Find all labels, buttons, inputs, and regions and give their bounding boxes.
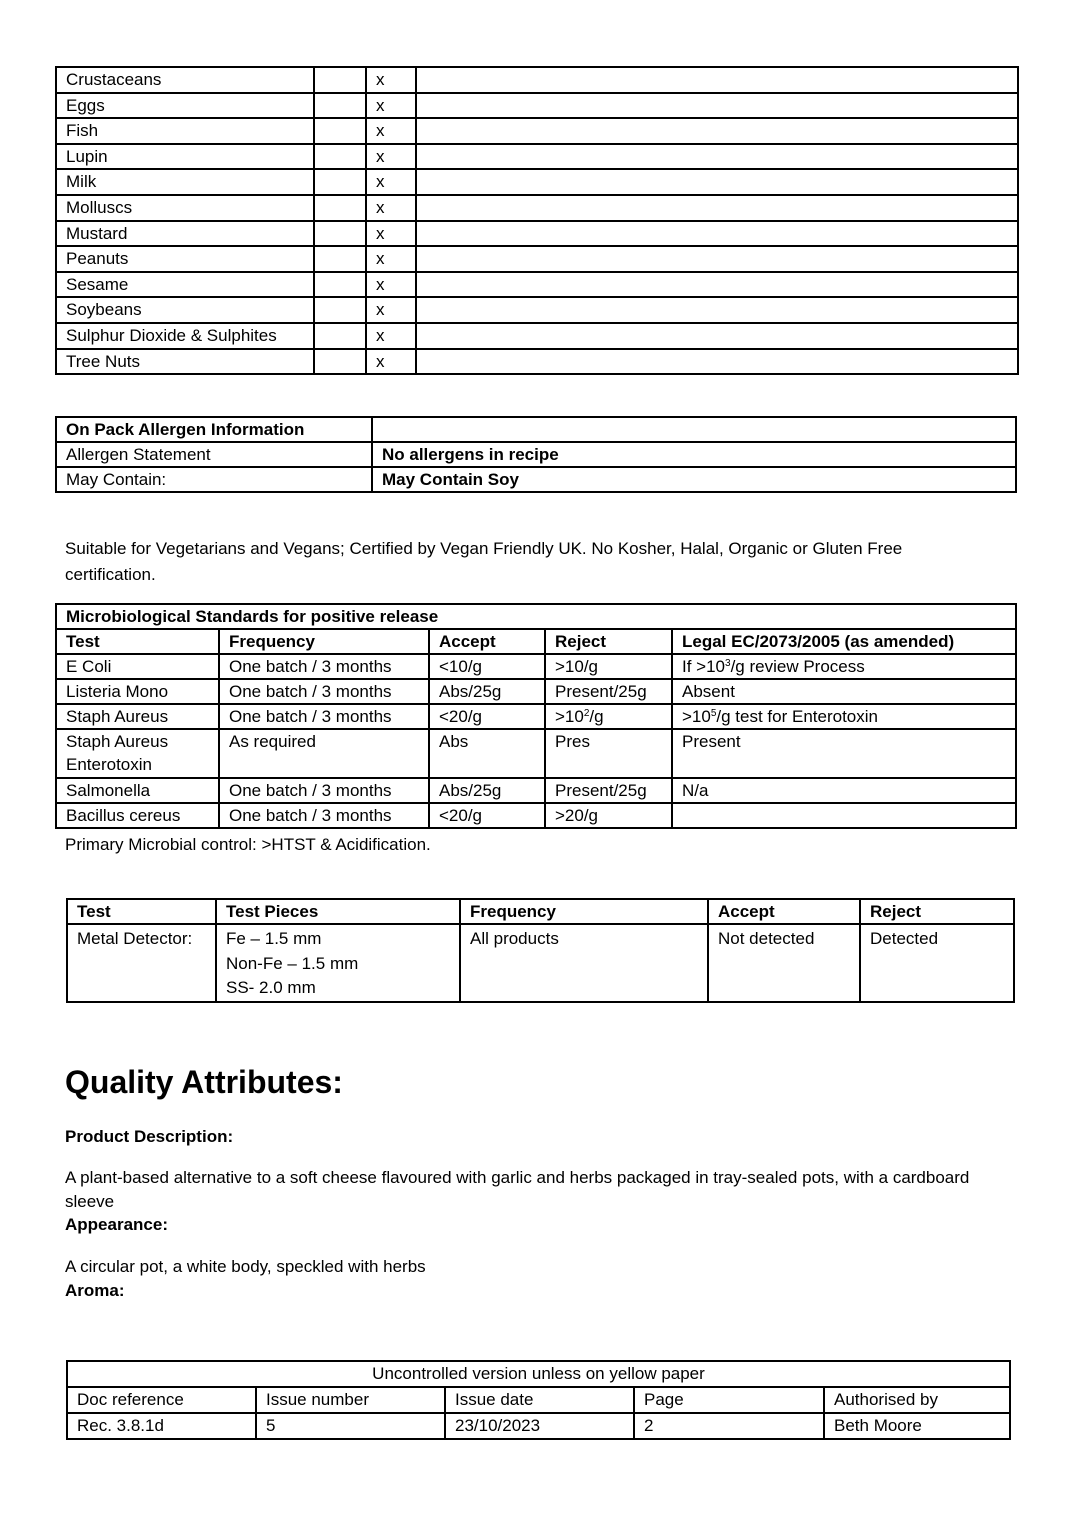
micro-reject-text: >10: [555, 707, 584, 726]
aroma-label: Aroma:: [65, 1281, 125, 1300]
allergen-row: [56, 144, 1018, 170]
micro-reject: >10/g: [545, 654, 672, 679]
metal-test: Metal Detector:: [67, 924, 216, 1002]
metal-frequency: All products: [460, 924, 708, 1002]
on-pack-row: [56, 442, 1016, 467]
allergen-name: Crustaceans: [56, 67, 314, 93]
allergen-col2: [314, 93, 366, 119]
on-pack-row: [56, 467, 1016, 492]
allergen-name: Sulphur Dioxide & Sulphites: [56, 323, 314, 349]
micro-accept: <20/g: [429, 704, 545, 729]
micro-accept: <20/g: [429, 803, 545, 828]
metal-header-pieces: Test Pieces: [216, 899, 460, 924]
allergen-row: [56, 221, 1018, 247]
allergen-col4: [416, 323, 1018, 349]
appearance-label: Appearance:: [65, 1215, 168, 1234]
allergen-row: [56, 93, 1018, 119]
metal-piece: SS- 2.0 mm: [226, 978, 316, 997]
allergen-row: [56, 67, 1018, 93]
footer-value-row: [67, 1413, 1010, 1439]
allergen-col2: [314, 323, 366, 349]
allergen-col2: [314, 246, 366, 272]
micro-frequency: One batch / 3 months: [219, 679, 429, 704]
allergen-row: [56, 323, 1018, 349]
allergen-row: [56, 118, 1018, 144]
micro-row: [56, 679, 1016, 704]
footer-header-cell: Issue number: [256, 1387, 445, 1413]
allergen-table-body: [56, 67, 1018, 374]
product-description-label: Product Description:: [65, 1127, 234, 1146]
allergen-col2: [314, 272, 366, 298]
allergen-row: [56, 169, 1018, 195]
allergen-row: [56, 195, 1018, 221]
footer-header-cell: Page: [634, 1387, 824, 1413]
metal-reject: Detected: [860, 924, 1014, 1002]
micro-frequency: One batch / 3 months: [219, 778, 429, 803]
allergen-col3: x: [366, 323, 416, 349]
micro-header-test: Test: [56, 629, 219, 654]
allergen-name: Mustard: [56, 221, 314, 247]
micro-row: [56, 778, 1016, 803]
allergen-col4: [416, 93, 1018, 119]
metal-row: [67, 924, 1014, 1002]
micro-legal: [672, 803, 1016, 828]
micro-legal: [672, 704, 1016, 729]
allergen-col4: [416, 272, 1018, 298]
micro-reject: Pres: [545, 729, 672, 778]
allergen-col3: x: [366, 221, 416, 247]
on-pack-label: Allergen Statement: [56, 442, 372, 467]
micro-accept: Abs/25g: [429, 679, 545, 704]
footer-value-cell: 23/10/2023: [445, 1413, 634, 1439]
micro-header-frequency: Frequency: [219, 629, 429, 654]
allergen-col3: x: [366, 195, 416, 221]
allergen-col3: x: [366, 297, 416, 323]
on-pack-value: May Contain Soy: [372, 467, 1016, 492]
micro-legal: Absent: [672, 679, 1016, 704]
micro-header-accept: Accept: [429, 629, 545, 654]
micro-test: Staph Aureus: [56, 704, 219, 729]
allergen-name: Fish: [56, 118, 314, 144]
allergen-col3: x: [366, 349, 416, 375]
document-control-footer: [66, 1360, 1011, 1440]
micro-frequency: As required: [219, 729, 429, 778]
allergen-name: Sesame: [56, 272, 314, 298]
micro-header-legal: Legal EC/2073/2005 (as amended): [672, 629, 1016, 654]
allergen-col3: x: [366, 272, 416, 298]
micro-header-row: [56, 629, 1016, 654]
micro-frequency: One batch / 3 months: [219, 803, 429, 828]
micro-accept: Abs/25g: [429, 778, 545, 803]
micro-test-line: Staph Aureus: [66, 732, 169, 751]
micro-legal-superscript: 5: [710, 708, 717, 719]
allergen-table: [55, 66, 1019, 375]
quality-attributes-heading: Quality Attributes:: [65, 1064, 343, 1100]
micro-legal-text: If >10: [682, 657, 726, 676]
on-pack-allergen-table: [55, 416, 1017, 493]
allergen-col4: [416, 144, 1018, 170]
appearance-text: A circular pot, a white body, speckled with herbs: [65, 1257, 426, 1276]
allergen-col3: x: [366, 67, 416, 93]
footer-header-cell: Issue date: [445, 1387, 634, 1413]
allergen-name: Lupin: [56, 144, 314, 170]
allergen-name: Eggs: [56, 93, 314, 119]
allergen-col2: [314, 349, 366, 375]
micro-frequency: One batch / 3 months: [219, 704, 429, 729]
allergen-col3: x: [366, 246, 416, 272]
micro-reject: [545, 704, 672, 729]
footer-value-cell: Rec. 3.8.1d: [67, 1413, 256, 1439]
micro-row: [56, 654, 1016, 679]
allergen-col2: [314, 297, 366, 323]
micro-reject-superscript: 2: [583, 708, 590, 719]
micro-legal: N/a: [672, 778, 1016, 803]
allergen-row: [56, 297, 1018, 323]
allergen-row: [56, 246, 1018, 272]
allergen-col4: [416, 349, 1018, 375]
allergen-name: Tree Nuts: [56, 349, 314, 375]
micro-row: [56, 729, 1016, 778]
allergen-col4: [416, 297, 1018, 323]
on-pack-value: No allergens in recipe: [372, 442, 1016, 467]
allergen-col3: x: [366, 169, 416, 195]
metal-header-accept: Accept: [708, 899, 860, 924]
suitability-statement: Suitable for Vegetarians and Vegans; Certified by Vegan Friendly UK. No Kosher, Halal, Organic or Gluten Free certification.: [65, 539, 903, 584]
footer-banner: Uncontrolled version unless on yellow paper: [67, 1361, 1010, 1387]
footer-header-cell: Doc reference: [67, 1387, 256, 1413]
allergen-name: Molluscs: [56, 195, 314, 221]
footer-header-cell: Authorised by: [824, 1387, 1010, 1413]
allergen-col2: [314, 221, 366, 247]
on-pack-label: May Contain:: [56, 467, 372, 492]
micro-row: [56, 803, 1016, 828]
micro-reject: Present/25g: [545, 778, 672, 803]
micro-test: E Coli: [56, 654, 219, 679]
allergen-col4: [416, 118, 1018, 144]
micro-header-reject: Reject: [545, 629, 672, 654]
micro-test-line: Enterotoxin: [66, 755, 152, 774]
micro-accept: Abs: [429, 729, 545, 778]
micro-reject: >20/g: [545, 803, 672, 828]
micro-legal-text: /g test for Enterotoxin: [716, 707, 878, 726]
micro-test: Salmonella: [56, 778, 219, 803]
allergen-col4: [416, 169, 1018, 195]
footer-value-cell: 2: [634, 1413, 824, 1439]
on-pack-header-value: [372, 417, 1016, 442]
allergen-col2: [314, 118, 366, 144]
allergen-col4: [416, 246, 1018, 272]
metal-accept: Not detected: [708, 924, 860, 1002]
metal-header-row: [67, 899, 1014, 924]
metal-piece: Fe – 1.5 mm: [226, 929, 322, 948]
allergen-col3: x: [366, 118, 416, 144]
micro-title-row: [56, 604, 1016, 629]
micro-test: Listeria Mono: [56, 679, 219, 704]
micro-legal-superscript: 3: [725, 658, 731, 669]
allergen-col4: [416, 221, 1018, 247]
footer-value-cell: 5: [256, 1413, 445, 1439]
allergen-name: Soybeans: [56, 297, 314, 323]
on-pack-header: On Pack Allergen Information: [56, 417, 372, 442]
metal-header-frequency: Frequency: [460, 899, 708, 924]
micro-legal-text: >10: [682, 707, 711, 726]
footer-banner-row: [67, 1361, 1010, 1387]
metal-header-reject: Reject: [860, 899, 1014, 924]
product-description-text: A plant-based alternative to a soft cheese flavoured with garlic and herbs packaged in tray-sealed pots, with a cardboard sleeve: [65, 1168, 970, 1211]
micro-test: Bacillus cereus: [56, 803, 219, 828]
metal-header-test: Test: [67, 899, 216, 924]
allergen-col2: [314, 195, 366, 221]
metal-detection-table: [66, 898, 1015, 1003]
micro-title: Microbiological Standards for positive release: [56, 604, 1016, 629]
micro-legal-text: /g review Process: [730, 657, 865, 676]
on-pack-header-row: [56, 417, 1016, 442]
micro-row: [56, 704, 1016, 729]
allergen-col2: [314, 144, 366, 170]
allergen-col3: x: [366, 144, 416, 170]
allergen-row: [56, 272, 1018, 298]
allergen-row: [56, 349, 1018, 375]
micro-frequency: One batch / 3 months: [219, 654, 429, 679]
allergen-col3: x: [366, 93, 416, 119]
footer-header-row: [67, 1387, 1010, 1413]
allergen-name: Peanuts: [56, 246, 314, 272]
allergen-col2: [314, 67, 366, 93]
allergen-col4: [416, 67, 1018, 93]
micro-reject-text: /g: [589, 707, 604, 726]
metal-piece: Non-Fe – 1.5 mm: [226, 953, 359, 973]
micro-note: Primary Microbial control: >HTST & Acidification.: [65, 835, 431, 854]
microbiological-standards-table: [55, 603, 1017, 829]
micro-reject: Present/25g: [545, 679, 672, 704]
footer-value-cell: Beth Moore: [824, 1413, 1010, 1439]
micro-legal: Present: [672, 729, 1016, 778]
allergen-col2: [314, 169, 366, 195]
micro-test: [56, 729, 219, 778]
micro-accept: <10/g: [429, 654, 545, 679]
allergen-name: Milk: [56, 169, 314, 195]
metal-pieces: [216, 924, 460, 1002]
micro-legal: [672, 654, 1016, 679]
allergen-col4: [416, 195, 1018, 221]
